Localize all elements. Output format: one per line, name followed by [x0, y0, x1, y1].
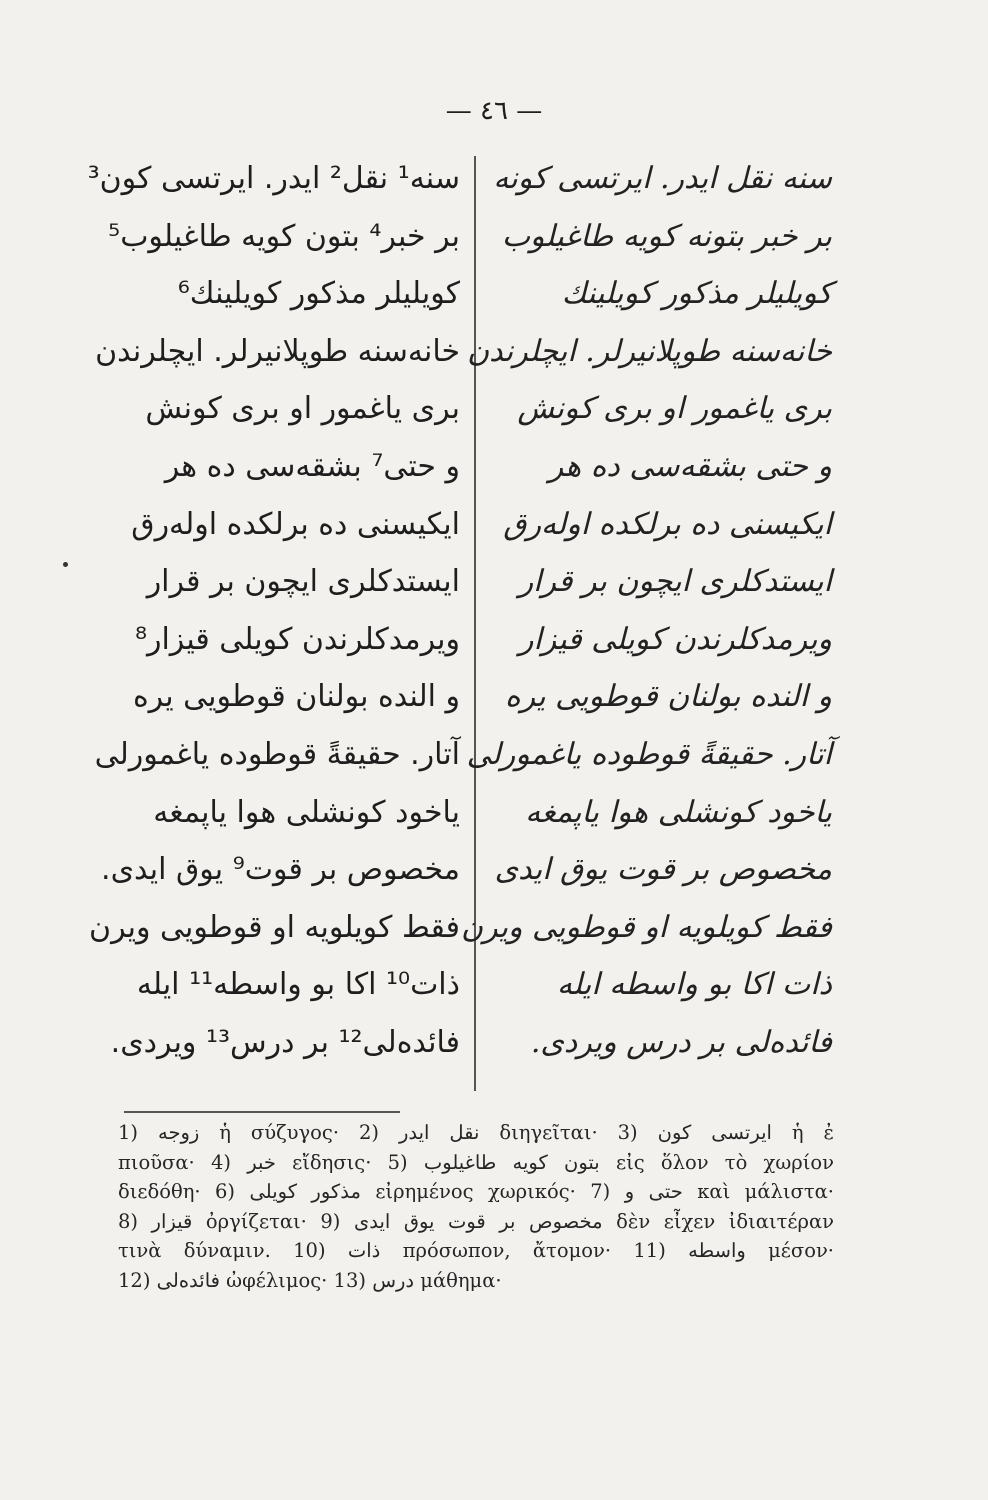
script-line: فقط کویلویه او قوطویی ویرن: [461, 909, 832, 945]
footnote-line: 1) زوجه ἡ σύζυγος· 2) نقل ایدر διηγεῖται· 3) ایرتسی کون ἡ ἐ: [118, 1121, 834, 1144]
printed-line: فقط کویلویه او قوطویی ویرن: [89, 909, 460, 945]
printed-line: سنه¹ نقل² ایدر. ایرتسی کون³: [87, 161, 460, 196]
printed-line: آتار. حقیقةً قوطوده یاغمورلی: [94, 736, 460, 772]
script-line: یاخود کونشلی هوا یاپمغه: [525, 794, 832, 830]
script-line: سنه نقل ایدر. ایرتسی کونه: [493, 161, 832, 196]
script-line: ایستدکلری ایچون بر قرار: [518, 564, 832, 600]
script-line: بر خبر بتونه کویه طاغیلوب: [501, 218, 832, 254]
handwritten-script-column: [461, 150, 832, 1072]
script-line: ایکیسنی ده برلکده اوله‌رق: [503, 506, 832, 542]
page-number: — ٤٦ —: [445, 96, 543, 126]
printed-line: فائده‌لی¹² بر درس¹³ ویردی.: [110, 1024, 460, 1060]
printed-line: و النده بولنان قوطویی یره: [132, 679, 460, 715]
printed-line: کویلیلر مذکور کویلینك⁶: [177, 276, 460, 312]
footnote-line: τινὰ δύναμιν. 10) ذات πρόσωπον, ἄτομον· 11) واسطه μέσον·: [118, 1239, 834, 1262]
printed-line: بری یاغمور او بری کونش: [145, 391, 460, 427]
footnote-rule: [124, 1111, 400, 1113]
script-line: آتار. حقیقةً قوطوده یاغمورلی: [466, 736, 832, 772]
printed-line: مخصوص بر قوت⁹ یوق ایدی.: [101, 852, 460, 888]
printed-line: ذات¹⁰ اکا بو واسطه¹¹ ایله: [136, 967, 460, 1003]
script-line: مخصوص بر قوت یوق ایدی: [494, 852, 832, 888]
printed-text-column: [87, 150, 460, 1072]
script-line: خانه‌سنه طوپلانیرلر. ایچلرندن: [467, 333, 832, 369]
script-line: و النده بولنان قوطویی یره: [504, 679, 832, 715]
script-line: بری یاغمور او بری کونش: [517, 391, 832, 427]
printed-line: خانه‌سنه طوپلانیرلر. ایچلرندن: [95, 333, 460, 369]
margin-mark: [63, 562, 68, 567]
footnote-line: 12) فائده‌لی ὠφέλιμος· 13) درس μάθημα·: [118, 1268, 502, 1292]
script-line: ویرمدکلرندن کویلی قیزار: [518, 621, 832, 657]
footnote-line: διεδόθη· 6) مذکور کویلی εἰρημένος χωρικός· 7) حتی و καὶ μάλιστα·: [118, 1180, 834, 1203]
script-line: فائده‌لی بر درس ویردی.: [530, 1024, 832, 1060]
script-line: ذات اکا بو واسطه ایله: [556, 967, 832, 1003]
printed-line: ویرمدکلرندن کویلی قیزار⁸: [134, 621, 460, 657]
printed-line: یاخود کونشلی هوا یاپمغه: [153, 794, 460, 830]
printed-line: و حتی⁷ بشقه‌سی ده هر: [164, 448, 460, 484]
printed-line: ایکیسنی ده برلکده اوله‌رق: [131, 506, 460, 542]
printed-line: ایستدکلری ایچون بر قرار: [146, 564, 460, 600]
printed-line: بر خبر⁴ بتون کویه طاغیلوب⁵: [108, 218, 460, 254]
script-line: کویلیلر مذکور کویلینك: [561, 276, 832, 312]
footnotes: [118, 1118, 834, 1295]
script-line: و حتی بشقه‌سی ده هر: [548, 448, 832, 484]
footnote-line: πιοῦσα· 4) خبر εἴδησις· 5) بتون کویه طاغیلوب εἰς ὅλον τὸ χωρίον: [118, 1150, 834, 1174]
footnote-line: 8) قیزار ὀργίζεται· 9) مخصوص بر قوت یوق ایدی δὲν εἶχεν ἰδιαιτέραν: [118, 1209, 834, 1233]
